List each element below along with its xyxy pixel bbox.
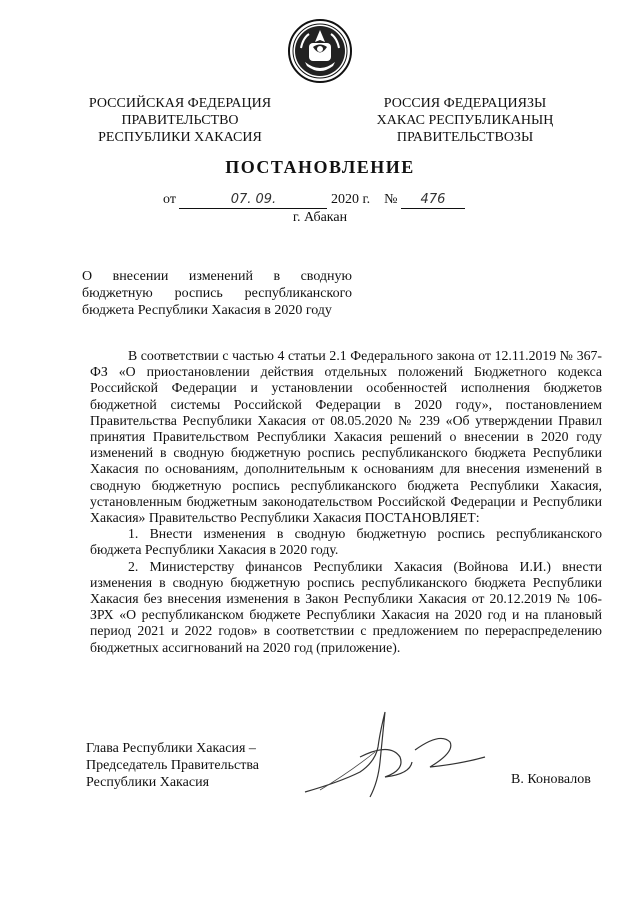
date-number-line [163,192,465,209]
signatory-position [86,740,259,791]
header-right-block [360,95,570,146]
document-body [90,348,602,656]
handwritten-signature-icon [300,702,500,802]
header-right-line: ХАКАС РЕСПУБЛИКАНЫҢ [376,113,554,128]
position-line: Председатель Правительства [86,758,259,773]
body-paragraph-item-2: 2. Министерству финансов Республики Хакасия (Войнова И.И.) внести изменения в сводную бюджетную роспись республиканского бюджета Республики Хакасия без внесения изменения в Закон Республики Хакасия от 20.12.2019 № 106-ЗРХ «О республиканском бюджете Республики Хакасия на 2020 год и на плановый период 2021 и 2022 годов» в соответствии с предложением по перераспределению бюджетных ассигнований на 2020 год (приложение). [90,558,602,655]
header-left-line: ПРАВИТЕЛЬСТВО [121,113,239,128]
date-prefix: от [163,192,176,207]
number-sign: № [384,192,398,207]
header-right-line: ПРАВИТЕЛЬСТВОЗЫ [396,130,534,145]
subject-line: бюджетную роспись республиканского [82,286,352,301]
date-blank [179,192,327,209]
header-left-line: РОССИЙСКАЯ ФЕДЕРАЦИЯ [88,96,272,111]
body-paragraph-preamble: В соответствии с частью 4 статьи 2.1 Федерального закона от 12.11.2019 № 367-ФЗ «О приостановлении действия отдельных положений Бюджетного кодекса Российской Федерации и установлении особенностей исполнения бюджетов бюджетной системы Российской Федерации в 2020 году», постановлением Правительства Республики Хакасия от 08.05.2020 № 239 «Об утверждении Правил принятия Правительством Республики Хакасия решений о внесении в 2020 году изменений в сводную бюджетную роспись республиканского бюджета Республики Хакасия по основаниям, дополнительным к основаниям для внесения изменений в сводную бюджетную роспись республиканского бюджета Республики Хакасия, установленным бюджетным законодательством Российской Федерации и Республики Хакасия» Правительство Республики Хакасия ПОСТАНОВЛЯЕТ: [90,348,602,526]
body-paragraph-item-1: 1. Внести изменения в сводную бюджетную роспись республиканского бюджета Республики Хакасия в 2020 году. [90,526,602,558]
subject-line: бюджета Республики Хакасия в 2020 году [82,303,332,318]
header-left-line: РЕСПУБЛИКИ ХАКАСИЯ [98,130,262,145]
header-left-block [80,95,280,146]
document-subject [82,268,352,319]
signatory-name: В. Коновалов [511,772,591,787]
document-title: ПОСТАНОВЛЕНИЕ [225,157,415,177]
handwritten-date: 07. 09. [230,192,277,207]
year-text: 2020 г. [330,192,371,207]
subject-line: О внесении изменений в сводную [82,269,352,284]
city: г. Абакан [292,210,348,225]
position-line: Республики Хакасия [86,775,210,790]
handwritten-number: 476 [420,192,446,207]
number-blank [401,192,465,209]
header-right-line: РОССИЯ ФЕДЕРАЦИЯЗЫ [383,96,547,111]
position-line: Глава Республики Хакасия – [86,741,256,756]
khakassia-coat-of-arms-icon [287,18,353,84]
